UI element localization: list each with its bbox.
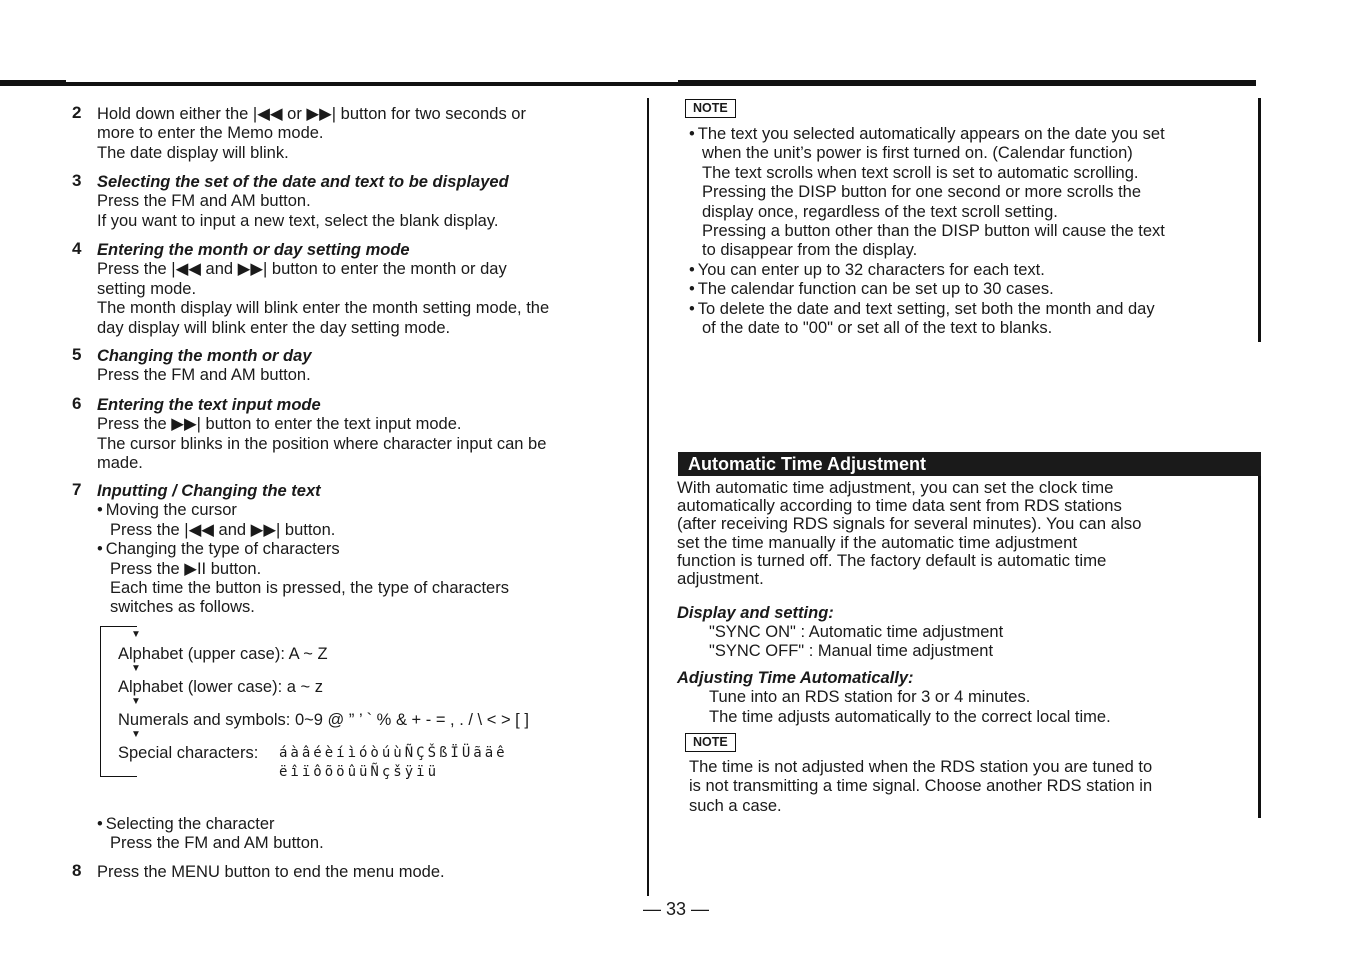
intro-line: automatically according to time data sent from RDS stations <box>677 496 1122 516</box>
intro-line: set the time manually if the automatic time adjustment <box>677 532 1078 552</box>
step-text: Press the ▶▶| button to enter the text input mode. <box>97 415 462 434</box>
note-item: Pressing a button other than the DISP button will cause the text <box>702 222 1165 241</box>
step-text: more to enter the Memo mode. <box>97 124 324 143</box>
step-3 <box>72 171 637 231</box>
step-7 <box>72 480 637 618</box>
step-text: switches as follows. <box>110 598 255 617</box>
section-header <box>678 452 1261 476</box>
page-number: — 33 — <box>642 899 710 919</box>
note-item: of the date to "00" or set all of the text to blanks. <box>702 319 1053 338</box>
step-number: 7 <box>72 480 82 499</box>
down-arrow-icon: ▼ <box>131 696 141 707</box>
step-4 <box>72 239 637 338</box>
note-item: display once, regardless of the text scroll setting. <box>702 202 1058 221</box>
step-6 <box>72 394 637 474</box>
note-item: to disappear from the display. <box>702 241 918 260</box>
adjusting-heading: Adjusting Time Automatically: <box>677 669 914 687</box>
step-text: Press the MENU button to end the menu mode. <box>97 863 445 881</box>
step-text: Press the FM and AM button. <box>97 366 311 385</box>
display-setting-line: "SYNC ON" : Automatic time adjustment <box>709 623 1004 641</box>
step-2 <box>72 103 637 163</box>
step-heading: Inputting / Changing the text <box>97 482 321 500</box>
note-item: • You can enter up to 32 characters for each text. <box>689 261 1249 280</box>
adjusting-line: The time adjusts automatically to the correct local time. <box>709 708 1111 726</box>
step-heading: Changing the month or day <box>97 347 312 365</box>
step-text: day display will blink enter the day setting mode. <box>97 318 451 337</box>
note-item: Pressing the DISP button for one second or more scrolls the <box>702 183 1142 202</box>
step-text: Press the FM and AM button. <box>110 834 324 853</box>
note-item: • The calendar function can be set up to 30 cases. <box>689 280 1249 299</box>
right-margin-bar <box>1258 98 1261 342</box>
display-setting-heading: Display and setting: <box>677 604 834 622</box>
note-label: NOTE <box>685 99 736 118</box>
step-text: The month display will blink enter the month setting mode, the <box>97 299 550 318</box>
special-characters-row: ëîïôõöûüÑçšÿïü <box>279 764 440 780</box>
section-intro <box>677 479 1257 588</box>
flow-item: Alphabet (upper case): A ~ Z <box>118 645 328 663</box>
right-margin-bar <box>1258 452 1261 818</box>
note-item: • The text you selected automatically appears on the date you set <box>689 125 1249 144</box>
column-divider <box>647 98 649 896</box>
intro-line: With automatic time adjustment, you can set the clock time <box>677 478 1114 497</box>
note-line: is not transmitting a time signal. Choose another RDS station in <box>689 777 1153 796</box>
bullet-item: • Selecting the character <box>97 815 637 834</box>
down-arrow-icon: ▼ <box>131 629 141 640</box>
step-text: Press the ▶II button. <box>110 559 262 578</box>
step-number: 3 <box>72 171 82 190</box>
flow-item: Numerals and symbols: 0~9 @ ” ’ ` % & + - = , . / \ < > [ ] <box>118 711 529 729</box>
step-text: Press the FM and AM button. <box>97 192 311 211</box>
step-text: Each time the button is pressed, the type of characters <box>110 579 509 598</box>
intro-line: (after receiving RDS signals for several minutes). You can also <box>677 514 1142 534</box>
bullet-item: • Moving the cursor <box>97 501 637 520</box>
step-heading: Entering the text input mode <box>97 396 321 414</box>
step-number: 6 <box>72 394 82 413</box>
step-number: 4 <box>72 239 82 258</box>
intro-line: function is turned off. The factory default is automatic time <box>677 550 1107 570</box>
step-8 <box>72 861 637 882</box>
step-number: 8 <box>72 861 82 880</box>
note-item: The text scrolls when text scroll is set to automatic scrolling. <box>702 163 1139 182</box>
note-line: The time is not adjusted when the RDS station you are tuned to <box>689 758 1153 776</box>
flow-item: Alphabet (lower case): a ~ z <box>118 678 323 696</box>
step-heading: Selecting the set of the date and text to be displayed <box>97 173 509 191</box>
step-text: setting mode. <box>97 279 197 298</box>
step-heading: Entering the month or day setting mode <box>97 241 410 259</box>
step-5 <box>72 345 637 386</box>
step-text: If you want to input a new text, select the blank display. <box>97 211 499 230</box>
step-number: 5 <box>72 345 82 364</box>
step-text: Press the |◀◀ and ▶▶| button to enter the month or day <box>97 260 507 279</box>
step-number: 2 <box>72 103 82 122</box>
step-text: Press the |◀◀ and ▶▶| button. <box>110 520 336 539</box>
top-rule-gap <box>66 80 678 82</box>
note-label: NOTE <box>685 733 736 752</box>
section-title: Automatic Time Adjustment <box>688 454 927 474</box>
flow-item: Special characters: <box>118 744 259 762</box>
special-characters-row: áàâéèíìóòúùÑÇŠßÏÜãäê <box>279 745 508 761</box>
step-text: The date display will blink. <box>97 143 289 162</box>
step-text: made. <box>97 454 143 473</box>
bullet-item: • Changing the type of characters <box>97 540 637 559</box>
adjusting-line: Tune into an RDS station for 3 or 4 minutes. <box>709 688 1031 706</box>
step-7-select <box>97 815 637 854</box>
down-arrow-icon: ▼ <box>131 663 141 674</box>
note-item: when the unit’s power is first turned on. (Calendar function) <box>702 144 1133 163</box>
step-text: Hold down either the |◀◀ or ▶▶| button for two seconds or <box>97 105 526 123</box>
note-item: • To delete the date and text setting, set both the month and day <box>689 300 1249 319</box>
note-line: such a case. <box>689 796 782 815</box>
note-list <box>689 125 1249 338</box>
display-setting-line: "SYNC OFF" : Manual time adjustment <box>709 642 994 660</box>
step-text: The cursor blinks in the position where character input can be <box>97 434 547 453</box>
intro-line: adjustment. <box>677 569 764 589</box>
down-arrow-icon: ▼ <box>131 729 141 740</box>
note-2 <box>689 758 1249 816</box>
